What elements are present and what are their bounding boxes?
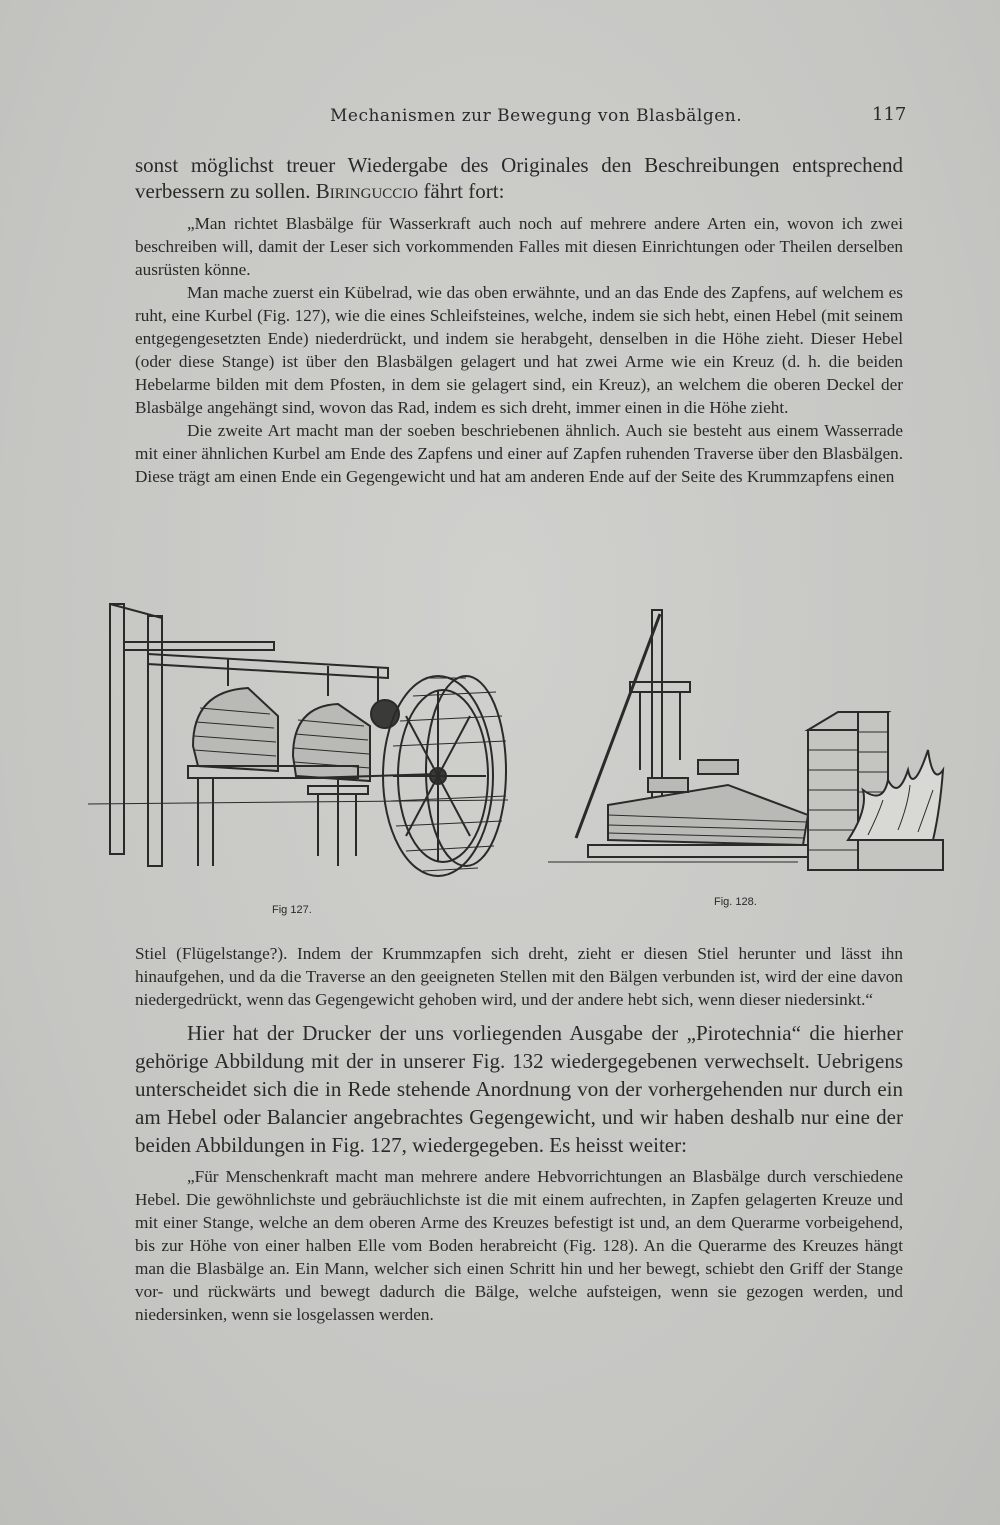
quote-paragraph-2: Man mache zuerst ein Kübelrad, wie das oben erwähnte, und an das Ende des Zapfens, auf welchem es ruht, eine Kurbel (Fig. 127), wie die eines Schleifsteines, welche, indem sie sich hebt, einen Hebel (mit seinem entgegengesetzten Ende) niederdrückt, und indem sie herabgeht, denselben in die Höhe zieht. Dieser Hebel (oder diese Stange) ist über den Blasbälgen gelagert und hat zwei Arme wie ein Kreuz (d. h. die beiden Hebelarme bilden mit dem Pfosten, in dem sie gelagert sind, ein Kreuz), an welchem die oberen Deckel der Blasbälge angehängt sind, wovon das Rad, indem es sich dreht, immer einen in die Höhe zieht.: [135, 283, 903, 417]
figure-128-illustration: [548, 600, 948, 890]
quote-paragraph-1: „Man richtet Blasbälge für Wasserkraft auch noch auf mehrere andere Arten ein, wovon ich zwei beschreiben will, damit der Leser sich vorkommenden Falles mit diesen Einrichtungen oder Theilen derselben ausrüsten könne.: [135, 214, 903, 279]
intro-text: sonst möglichst treuer Wiedergabe des Originales den Beschreibungen entsprechend verbessern zu sollen.: [135, 153, 903, 203]
quote-paragraph-last: „Für Menschenkraft macht man mehrere andere Hebvorrichtungen an Blasbälge durch verschiedene Hebel. Die gewöhnlichste und gebräuchlichste ist die mit einem aufrechten, in Zapfen gelagerten Kreuze und mit einer Stange, welche an dem oberen Arme des Kreuzes befestigt ist und, an dem Querarme vorbeigehend, bis zur Höhe von einer halben Elle vom Boden herabreicht (Fig. 128). An die Querarme des Kreuzes hängt man die Blasbälge an. Ein Mann, welcher sich einen Schritt hin und her bewegt, schiebt den Griff der Stange vor- und rückwärts und bewegt dadurch die Bälge, welche aufsteigen, wenn sie gezogen werden, und niedersinken, wenn sie losgelassen werden.: [135, 1167, 903, 1324]
figure-127-caption: Fig 127.: [272, 904, 312, 916]
quote-continuation: Stiel (Flügelstange?). Indem der Krummzapfen sich dreht, zieht er diesen Stiel herunter und lässt ihn hinaufgehen, und da die Traverse an den geeigneten Stellen mit den Bälgen verbunden ist, wird der eine davon niedergedrückt, wenn das Gegengewicht gehoben wird, und der andere hebt sich, wenn dieser niedersinkt.“: [135, 944, 903, 1009]
top-text-block: [135, 152, 903, 488]
intro-paragraph: [135, 152, 903, 204]
running-title: Mechanismen zur Bewegung von Blasbälgen.: [330, 106, 743, 126]
quote-paragraph-3: Die zweite Art macht man der soeben beschriebenen ähnlich. Auch sie besteht aus einem Wasserrade mit einer ähnlichen Kurbel am Ende des Zapfens und einer auf Zapfen ruhenden Traverse über den Blasbälgen. Diese trägt am einen Ende ein Gegengewicht und hat am anderen Ende auf der Seite des Krummzapfens einen: [135, 421, 903, 486]
page-number: 117: [872, 104, 907, 125]
figure-128-caption: Fig. 128.: [714, 896, 757, 908]
commentary-paragraph: Hier hat der Drucker der uns vorliegenden Ausgabe der „Pirotechnia“ die hierher gehörige Abbildung mit der in unserer Fig. 132 wiedergegebenen verwechselt. Uebrigens unterscheidet sich die in Rede stehende Anordnung von der vorhergehenden nur durch ein am Hebel oder Balancier angebrachtes Gegengewicht, und wir haben deshalb nur eine der beiden Abbildungen in Fig. 127, wiedergegeben. Es heisst weiter:: [135, 1021, 903, 1157]
bottom-text-block: [135, 942, 903, 1326]
figure-127-illustration: [88, 596, 528, 896]
intro-text-end: fährt fort:: [423, 179, 505, 203]
author-name: Biringuccio: [315, 179, 419, 203]
